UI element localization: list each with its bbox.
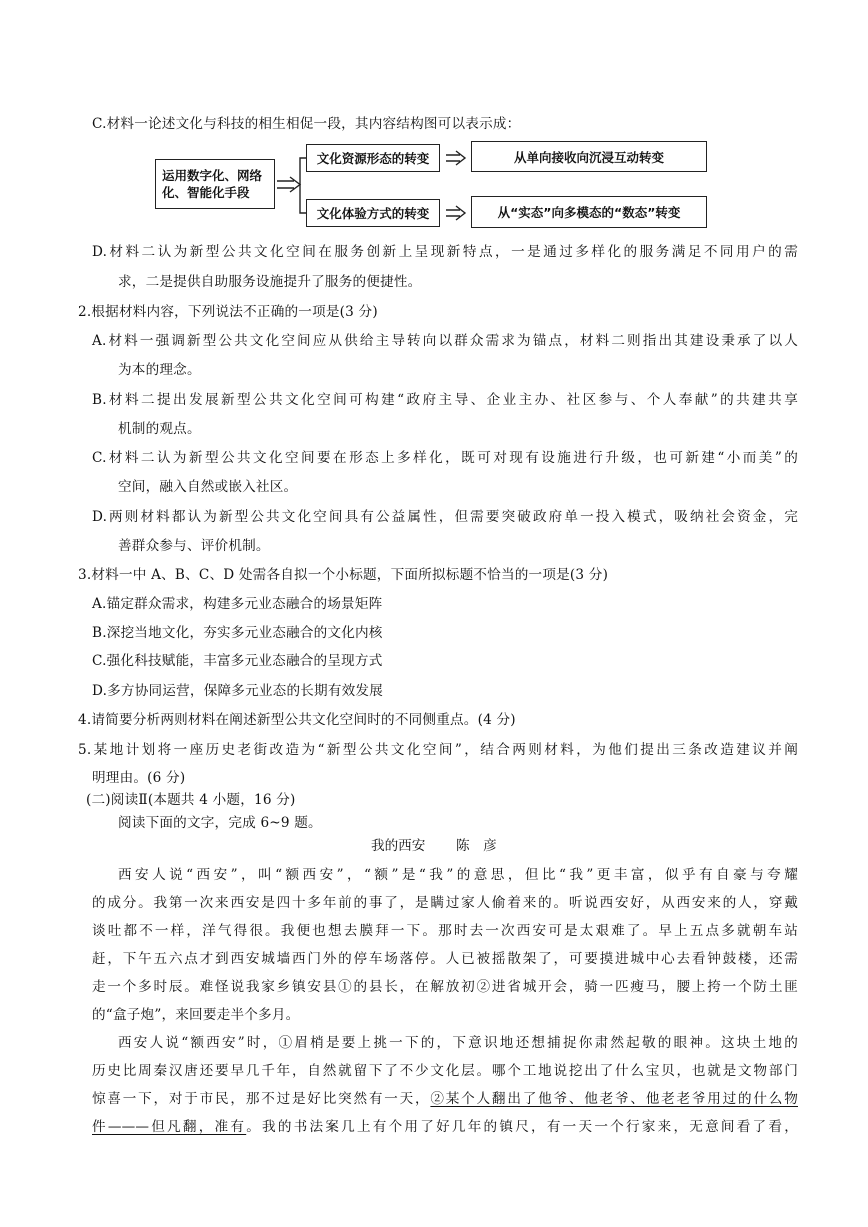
q2-option-d-line2: 善群众参与、评价机制。 [118,538,270,554]
passage-author: 陈 彦 [456,838,497,854]
diagram-box-means-line1: 运用数字化、网络 [162,168,263,183]
diagram-box-interaction: 从单向接收向沉浸互动转变 [471,141,707,172]
q2-option-b-line1: B.材料二提出发展新型公共文化空间可构建“政府主导、企业主办、社区参与、个人奉献”的共建共享 [92,392,798,408]
q5-stem-line2: 明理由。(6 分) [92,770,186,786]
passage-p2-line3 [92,1089,798,1109]
q3-stem: 3.材料一中 A、B、C、D 处需各自拟一个小标题，下面所拟标题不恰当的一项是(3 分) [78,567,609,583]
diagram-box-digital: 从“实态”向多模态的“数态”转变 [471,196,707,228]
passage-p1-line4: 赶，下午五六点才到西安城墙西门外的停车场落停。人已被摇散架了，可要摸进城中心去看钟鼓楼，还需 [92,951,798,967]
passage-p2-underlined-start: ②某个人翻出了他爷、他老爷、他老老爷用过的什么物 [430,1091,798,1107]
passage-p1-line5: 走一个多时辰。难怪说我家乡镇安县①的县长，在解放初②进省城开会，骑一匹瘦马，腰上挎一个防土匪 [92,979,798,995]
diagram-box-resource: 文化资源形态的转变 [306,144,440,172]
passage-title: 我的西安 [371,838,426,854]
passage-p1-line3: 谈吐都不一样，洋气得很。我便也想去膜拜一下。那时去一次西安可是太艰难了。早上五点多就朝车站 [92,923,798,939]
q2-option-c-line1: C.材料二认为新型公共文化空间要在形态上多样化，既可对现有设施进行升级，也可新建“小而美”的 [92,450,798,466]
passage-p2-underlined-end: 件———但凡翻，准有 [92,1119,247,1135]
q2-stem: 2.根据材料内容，下列说法不正确的一项是(3 分) [78,304,378,320]
q2-option-a-line2: 为本的理念。 [118,362,201,378]
q5-stem-line1: 5.某地计划将一座历史老街改造为“新型公共文化空间”，结合两则材料，为他们提出三条改造建议并阐 [78,742,798,758]
q3-option-a: A.锚定群众需求，构建多元业态融合的场景矩阵 [92,596,383,612]
passage-p2-line4-plain: 。我的书法案几上有个用了好几年的镇尺，有一天一个行家来，无意间看了看， [246,1119,799,1135]
passage-p2-line3-plain: 惊喜一下，对于市民，那不过是好比突然有一天， [92,1091,431,1107]
section2-instruction: 阅读下面的文字，完成 6~9 题。 [118,815,322,831]
q1-option-d-line2: 求，二是提供自助服务设施提升了服务的便捷性。 [118,274,422,290]
q4-stem: 4.请简要分析两则材料在阐述新型公共文化空间时的不同侧重点。(4 分) [78,712,516,728]
q2-option-a-line1: A.材料一强调新型公共文化空间应从供给主导转向以群众需求为锚点，材料二则指出其建设秉承了以人 [92,333,798,349]
q2-option-c-line2: 空间，融入自然或嵌入社区。 [118,479,298,495]
double-arrow-bottom [446,206,465,220]
passage-p1-line2: 的成分。我第一次来西安是四十多年前的事了，是瞒过家人偷着来的。听说西安好，从西安来的人，穿戴 [92,895,798,911]
double-arrow-top [446,151,465,165]
q3-option-b: B.深挖当地文化，夯实多元业态融合的文化内核 [92,625,383,641]
passage-p2-line2: 历史比周秦汉唐还要早几千年，自然就留下了不少文化层。哪个工地说挖出了什么宝贝，也就是文物部门 [92,1063,798,1079]
q1-option-c: C.材料一论述文化与科技的相生相促一段，其内容结构图可以表示成： [92,116,521,132]
q3-option-c: C.强化科技赋能，丰富多元业态融合的呈现方式 [92,653,383,669]
q3-option-d: D.多方协同运营，保障多元业态的长期有效发展 [92,683,384,699]
passage-p2-line1: 西安人说“额西安”时，①眉梢是要上挑一下的，下意识地还想捕捉你肃然起敬的眼神。这块土地的 [118,1035,798,1051]
q2-option-d-line1: D.两则材料都认为新型公共文化空间具有公益属性，但需要突破政府单一投入模式，吸纳社会资金，完 [92,509,798,525]
diagram-box-experience: 文化体验方式的转变 [306,199,440,227]
diagram-box-means-line2: 化、智能化手段 [162,185,250,200]
section2-heading: (二)阅读Ⅱ(本题共 4 小题，16 分) [86,792,296,808]
passage-p1-line1: 西安人说“西安”，叫“额西安”，“额”是“我”的意思，但比“我”更丰富，似乎有自豪与夸耀 [118,867,798,883]
q2-option-b-line2: 机制的观点。 [118,421,201,437]
double-arrow-left [277,177,300,192]
passage-p1-line6: 的“盒子炮”，来回要走半个多月。 [92,1007,300,1023]
q1-option-d-line1: D.材料二认为新型公共文化空间在服务创新上呈现新特点，一是通过多样化的服务满足不同用户的需 [92,244,798,260]
passage-p2-line4 [92,1117,798,1137]
diagram-box-means [155,159,275,209]
